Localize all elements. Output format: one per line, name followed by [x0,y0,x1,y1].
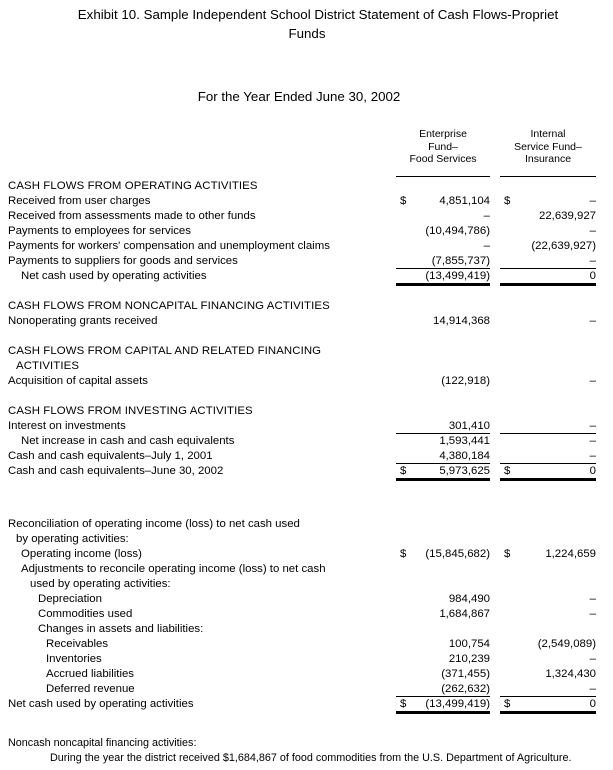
period-subtitle: For the Year Ended June 30, 2002 [197,89,401,104]
reconciliation-title-line2 [0,532,613,547]
row-amount-col1: (262,632) [441,683,490,695]
row-label: Payments to suppliers for goods and services [8,255,238,267]
column-header-line1: Enterprise [419,128,467,140]
spacer [0,329,613,344]
column-header-rule-1 [396,176,490,177]
table-row-total [0,464,613,479]
section-heading-label: CASH FLOWS FROM NONCAPITAL FINANCING ACTIVITIES [8,300,330,312]
row-amount-col1: 210,239 [448,653,490,665]
column-header-line2: Service Fund– [514,140,582,153]
currency-symbol-2: $ [504,195,511,207]
row-amount-col2: – [589,450,596,462]
row-amount-col2: – [589,653,596,665]
row-amount-col2: 1,224,659 [545,548,596,560]
column-header-internal-service-fund [500,128,596,166]
row-amount-col2: – [589,608,596,620]
table-row [0,682,613,697]
row-amount-col1: 100,754 [448,638,490,650]
table-row [0,577,613,592]
column-header-line3: Food Services [409,153,477,166]
row-amount-col1: (15,845,682) [425,548,490,560]
row-label: Nonoperating grants received [8,315,158,327]
row-label: Payments for workers' compensation and unemployment claims [8,240,330,252]
row-label: Received from user charges [8,195,151,207]
section-heading-label: CASH FLOWS FROM CAPITAL AND RELATED FINANCING [8,345,322,357]
row-amount-col1: (371,455) [441,668,490,680]
row-amount-col2: – [589,315,596,327]
table-row [0,434,613,449]
table-row [0,239,613,254]
row-label: Deferred revenue [46,683,135,695]
document-title [8,5,613,43]
table-row [0,314,613,329]
row-label: Inventories [46,653,102,665]
row-amount-col1: (13,499,419) [425,270,490,282]
currency-symbol-2: $ [504,548,511,560]
row-amount-col2: (2,549,089) [537,638,596,650]
currency-symbol-1: $ [400,698,407,710]
section-heading-capital-financing-cont [0,359,613,374]
row-amount-col1: 984,490 [448,593,490,605]
column-header-line2: Fund– [428,140,458,153]
reconciliation-title-line1 [0,517,613,532]
table-row [0,254,613,269]
currency-symbol-2: $ [504,698,511,710]
table-row [0,652,613,667]
row-amount-col1: (7,855,737) [431,255,490,267]
row-amount-col1: 5,973,625 [439,465,490,477]
document-title-line1: Exhibit 10. Sample Independent School District Statement of Cash Flows-Propriet [77,7,559,22]
spacer [0,389,613,404]
row-amount-col2: – [589,683,596,695]
table-row [0,622,613,637]
footnote-title: Noncash noncapital financing activities: [8,737,197,749]
spacer [0,509,613,517]
table-row [0,374,613,389]
row-amount-col1: 4,380,184 [439,450,490,462]
table-row [0,224,613,239]
footnote-body: During the year the district received $1,684,867 of food commodities from the U.S. Department of Agriculture. [50,752,572,764]
row-amount-col1: 4,851,104 [439,195,490,207]
row-amount-col1: – [483,240,490,252]
currency-symbol-1: $ [400,465,407,477]
row-amount-col1: (10,494,786) [425,225,490,237]
row-label: Acquisition of capital assets [8,375,148,387]
table-row [0,607,613,622]
table-row-total [0,697,613,712]
table-row [0,419,613,434]
section-heading-label: CASH FLOWS FROM INVESTING ACTIVITIES [8,405,253,417]
row-label: used by operating activities: [30,578,171,590]
currency-symbol-1: $ [400,548,407,560]
row-amount-col1: – [483,210,490,222]
row-amount-col2: 0 [589,270,596,282]
grand-total-rule-2 [500,711,596,714]
row-label: Received from assessments made to other funds [8,210,256,222]
row-amount-col2: 0 [589,698,596,710]
row-amount-col2: – [589,420,596,432]
table-row-subtotal [0,269,613,284]
row-amount-col1: (13,499,419) [425,698,490,710]
row-label: Net cash used by operating activities [8,698,194,710]
row-amount-col2: – [589,255,596,267]
column-header-line3: Insurance [524,153,572,166]
currency-symbol-2: $ [504,465,511,477]
row-label: Commodities used [38,608,133,620]
section-heading-investing [0,404,613,419]
reconciliation-title-label-cont: by operating activities: [16,533,129,545]
reconciliation-title-label: Reconciliation of operating income (loss) to net cash used [8,518,300,530]
row-amount-col1: (122,918) [441,375,490,387]
column-header-rule-2 [500,176,596,177]
row-label: Payments to employees for services [8,225,191,237]
section-heading-noncapital-financing [0,299,613,314]
document-title-line2: Funds [288,26,326,41]
row-amount-col1: 1,593,441 [439,435,490,447]
table-row [0,449,613,464]
row-amount-col1: 14,914,368 [432,315,490,327]
table-row [0,209,613,224]
row-amount-col2: 0 [589,465,596,477]
footnote [8,736,572,766]
currency-symbol-1: $ [400,195,407,207]
row-label: Depreciation [38,593,102,605]
row-label: Cash and cash equivalents–June 30, 2002 [8,465,224,477]
table-row [0,592,613,607]
row-label: Accrued liabilities [46,668,134,680]
spacer [0,494,613,509]
row-amount-col2: – [589,593,596,605]
section-heading-label-cont: ACTIVITIES [16,360,80,372]
column-header-line1: Internal [530,128,566,140]
row-label: Cash and cash equivalents–July 1, 2001 [8,450,213,462]
column-headers [0,128,613,178]
spacer [0,479,613,494]
row-amount-col2: – [589,195,596,207]
section-heading-capital-financing [0,344,613,359]
row-amount-col2: – [589,225,596,237]
row-label: Changes in assets and liabilities: [38,623,204,635]
spacer [0,284,613,299]
table-row [0,667,613,682]
row-amount-col2: (22,639,927) [531,240,596,252]
row-label: Operating income (loss) [21,548,142,560]
table-row [0,194,613,209]
row-amount-col1: 1,684,867 [439,608,490,620]
row-amount-col2: 1,324,430 [545,668,596,680]
row-label: Adjustments to reconcile operating income (loss) to net cash [21,563,326,575]
row-label: Net cash used by operating activities [21,270,207,282]
section-heading-label: CASH FLOWS FROM OPERATING ACTIVITIES [8,180,258,192]
row-amount-col2: 22,639,927 [538,210,596,222]
row-amount-col2: – [589,375,596,387]
row-label: Net increase in cash and cash equivalents [21,435,235,447]
table-row [0,637,613,652]
section-heading-operating [0,179,613,194]
table-row [0,547,613,562]
row-label: Interest on investments [8,420,126,432]
column-header-enterprise-fund [396,128,490,166]
statement-body [0,179,613,712]
table-row [0,562,613,577]
row-label: Receivables [46,638,109,650]
grand-total-rule-1 [396,711,490,714]
row-amount-col1: 301,410 [448,420,490,432]
row-amount-col2: – [589,435,596,447]
